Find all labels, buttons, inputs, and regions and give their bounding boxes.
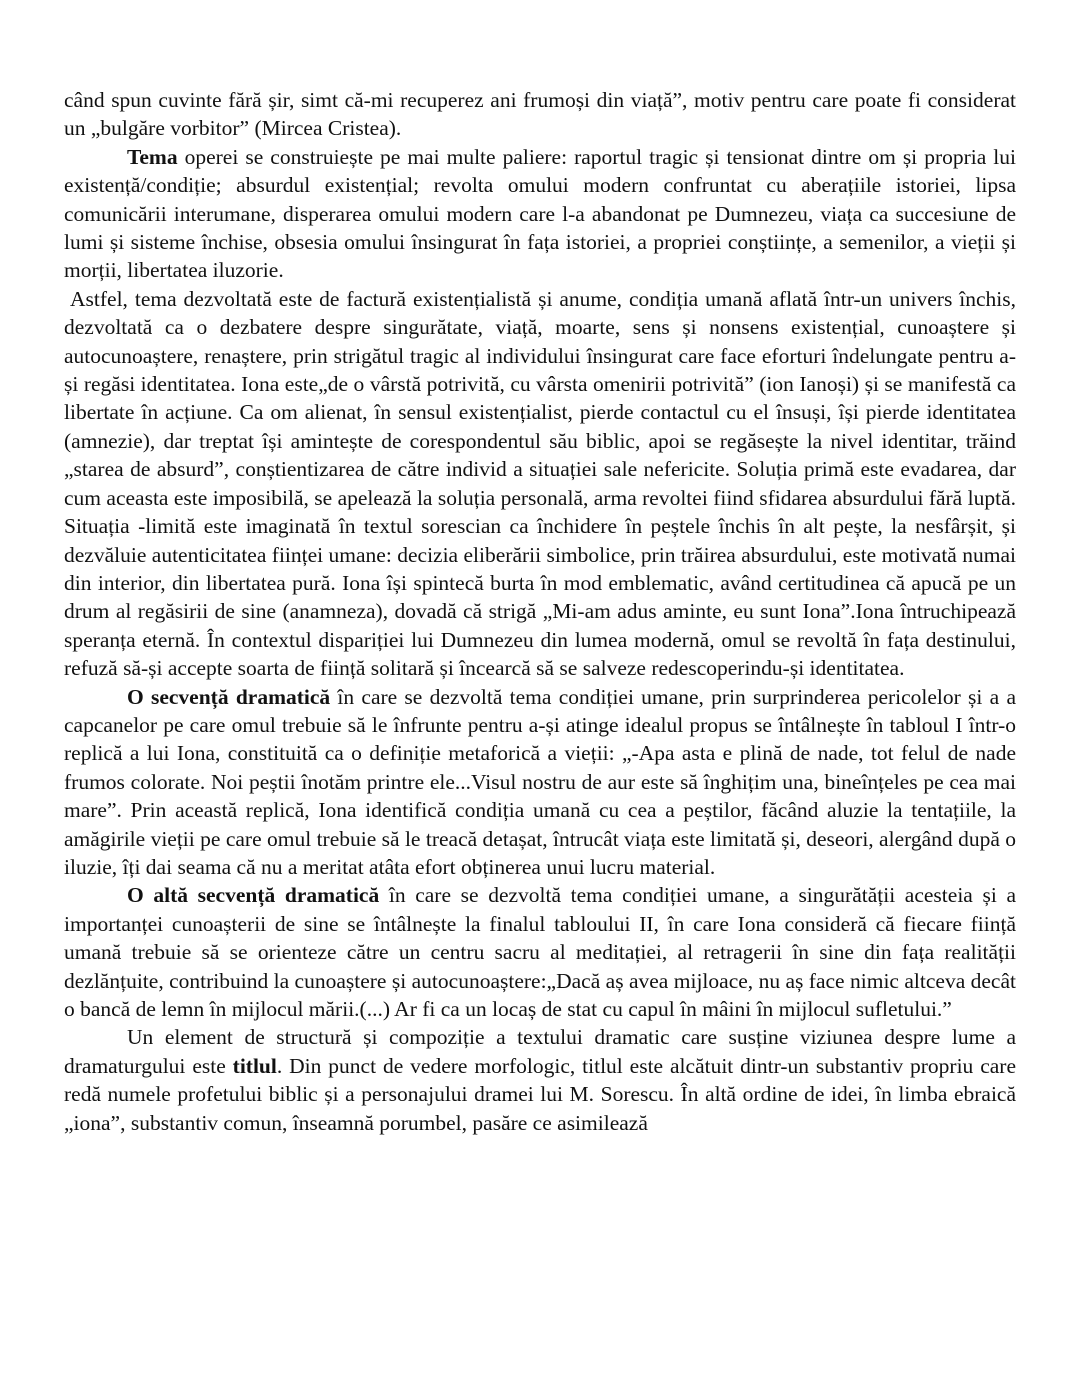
paragraph-text: . Din punct de vedere morfologic, titlul este alcătuit dintr-un substantiv propriu care redă numele profetului biblic și a personajului dramei lui M. Sorescu. În altă ordine de idei, în limba ebraică „iona”, substantiv comun, înseamnă porumbel, pasăre ce asimilează — [64, 1053, 1017, 1135]
paragraph-titlul — [64, 1023, 1016, 1137]
document-page — [64, 86, 1016, 1137]
paragraph-text: Un element de structură și compoziție a textului dramatic care susține viziunea despre lume a dramaturgului este — [64, 1025, 1016, 1078]
paragraph-text: în care se dezvoltă tema condiției umane, a singurătății acesteia și a importanței cunoașterii de sine se întâlnește la finalul tabloului II, în care Iona consideră că fiecare ființă umană trebuie să se orienteze către un centru sacru al meditației, al retragerii în sine din fața realității dezlănțuite, contribuind la cunoaștere și autocunoaștere:„Dacă aș avea mijloace, nu aș face nimic altceva decât o bancă de lemn în mijlocul mării.(...) Ar fi ca un locaș de stat cu capul în mâini în mijlocul sufletului.” — [64, 883, 1016, 1021]
paragraph-astfel — [64, 285, 1016, 683]
paragraph-text: când spun cuvinte fără șir, simt că-mi recuperez ani frumoși din viață”, motiv pentru care poate fi considerat un „bulgăre vorbitor” (Mircea Cristea). — [64, 88, 1016, 141]
paragraph-tema — [64, 143, 1016, 285]
paragraph-text: operei se construiește pe mai multe paliere: raportul tragic și tensionat dintre om și propria lui existență/condiție; absurdul existențial; revolta omului modern confruntat cu aberațiile istoriei, lipsa comunicării interumane, disperarea omului modern care l-a abandonat pe Dumnezeu, viața ca succesiune de lumi și sisteme închise, obsesia omului însingurat în fața istoriei, a propriei conștiințe, a semenilor, a vieții și morții, libertatea iluzorie. — [64, 144, 1016, 283]
paragraph-secventa-1 — [64, 683, 1016, 882]
paragraph-text: Astfel, tema dezvoltată este de factură existențialistă și anume, condiția umană aflată într-un univers închis, dezvoltată ca o dezbatere despre singurătate, viață, moarte, sens și nonsens existențial, cunoaștere și autocunoaștere, renaștere, prin strigătul tragic al individului însingurat care face eforturi îndelungate pentru a-și regăsi identitatea. Iona este„de o vârstă potrivită, cu vârsta omenirii potrivită” (ion Ianoși) și se manifestă ca libertate în acțiune. Ca om alienat, în sensul existențialist, pierde contactul cu el însuși, își pierde identitatea (amnezie), dar treptat își amintește de corespondentul său biblic, apoi se regăsește la nivel identitar, trăind „starea de absurd”, conștientizarea de către individ a situației sale nefericite. Soluția primă este evadarea, dar cum aceasta este imposibilă, se apelează la soluția personală, arma revoltei fiind sfidarea absurdului fără luptă. Situația -limită este imaginată în textul sorescian ca închidere în peștele închis în alt pește, la nesfârșit, și dezvăluie autenticitatea ființei umane: decizia eliberării simbolice, prin trăirea absurdului, este motivată numai din interior, din libertatea pură. Iona își spintecă burta în mod emblematic, având certitudinea că apucă pe un drum al regăsirii de sine (anamneza), dovadă că strigă „Mi-am adus aminte, eu sunt Iona”.Iona întruchipează speranța eternă. În contextul dispariției lui Dumnezeu din lumea modernă, omul se revoltă în fața destinului, refuză să-și accepte soarta de ființă solitară și încearcă să se salveze redescoperindu-și identitatea. — [64, 286, 1016, 681]
keyword-bold: titlul — [232, 1053, 277, 1078]
paragraph-lead-bold: Tema — [127, 144, 178, 169]
paragraph-lead-bold: O altă secvență dramatică — [127, 883, 380, 908]
paragraph-continuation — [64, 86, 1016, 143]
paragraph-text: în care se dezvoltă tema condiției umane, prin surprinderea pericolelor și a a capcanelor pe care omul trebuie să le înfrunte pentru a-și atinge idealul propus se întâlnește în tabloul I într-o replică a lui Iona, constituită ca o definiție metaforică a vieții: „-Apa asta e plină de nade, tot felul de nade frumos colorate. Noi peștii înotăm printre ele...Visul nostru de aur este să înghițim una, bineînțeles pe cea mai mare”. Prin această replică, Iona identifică condiția umană cu cea a peștilor, făcând aluzie la tentațiile, la amăgirile vieții pe care omul trebuie să le treacă detașat, întrucât viața este limitată și, deseori, alergând după o iluzie, îți dai seama că nu a meritat atâta efort obținerea unui lucru material. — [64, 684, 1016, 879]
paragraph-secventa-2 — [64, 881, 1016, 1023]
paragraph-lead-bold: O secvență dramatică — [127, 684, 331, 709]
